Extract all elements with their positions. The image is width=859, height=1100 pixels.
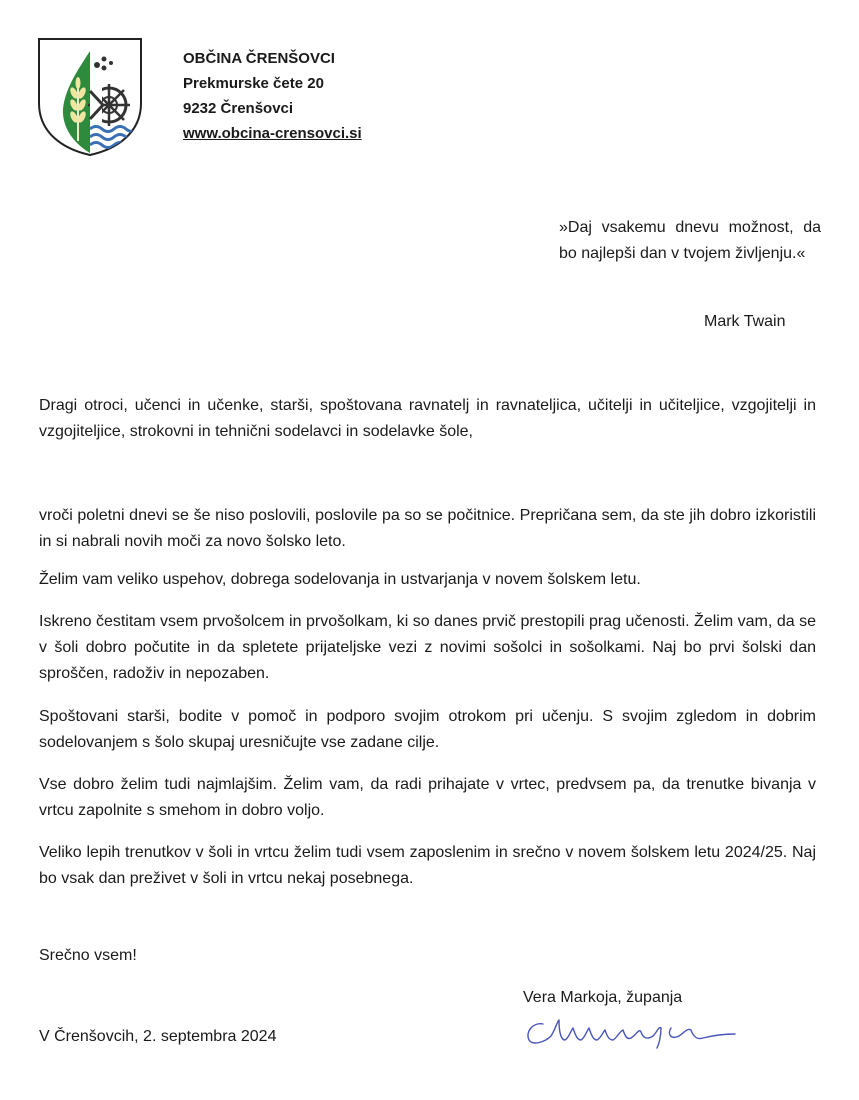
body-paragraph: Spoštovani starši, bodite v pomoč in podporo svojim otrokom pri učenju. S svojim zgledom in dobrim sodelovanjem s šolo skupaj uresničujte vse zadane cilje. — [39, 708, 816, 751]
quote-author: Mark Twain — [704, 313, 786, 330]
signatory-name: Vera Markoja, županja — [523, 989, 683, 1006]
handwritten-signature — [521, 1010, 751, 1050]
body-paragraph: Veliko lepih trenutkov v šoli in vrtcu želim tudi vsem zaposlenim in srečno v novem šolskem letu 2024/25. Naj bo vsak dan preživet v šoli in vrtcu nekaj posebnega. — [39, 844, 816, 887]
municipality-name: OBČINA ČRENŠOVCI — [183, 50, 335, 67]
epigraph-quote: »Daj vsakemu dnevu možnost, da bo najlepši dan v tvojem življenju.« — [559, 219, 821, 262]
website-link[interactable]: www.obcina-crensovci.si — [183, 125, 362, 142]
body-paragraph: Iskreno čestitam vsem prvošolcem in prvošolkam, ki so danes prvič prestopili prag učenosti. Želim vam, da se v šoli dobro počutite in da spletete prijateljske vezi z novimi sošolci in sošolkami. Naj bo prvi šolski dan sproščen, radoživ in nepozaben. — [39, 613, 816, 682]
letter-salutation: Dragi otroci, učenci in učenke, starši, spoštovana ravnatelj in ravnateljica, učitelji in učiteljice, vzgojitelji in vzgojiteljice, strokovni in tehnični sodelavci in sodelavke šole, — [39, 397, 816, 440]
closing-line: Srečno vsem! — [39, 947, 137, 964]
body-paragraph: vroči poletni dnevi se še niso poslovili, poslovile pa so se počitnice. Prepričana sem, da ste jih dobro izkoristili in si nabrali novih moči za novo šolsko leto. — [39, 507, 816, 550]
place-and-date: V Črenšovcih, 2. septembra 2024 — [39, 1028, 277, 1045]
body-paragraph: Želim vam veliko uspehov, dobrega sodelovanja in ustvarjanja v novem šolskem letu. — [39, 571, 641, 588]
body-paragraph: Vse dobro želim tudi najmlajšim. Želim vam, da radi prihajate v vrtec, predvsem pa, da trenutke bivanja v vrtcu zapolnite s smehom in dobro voljo. — [39, 776, 816, 819]
coat-of-arms-logo — [37, 37, 143, 157]
postal-city: 9232 Črenšovci — [183, 100, 294, 117]
street-address: Prekmurske čete 20 — [183, 75, 324, 92]
